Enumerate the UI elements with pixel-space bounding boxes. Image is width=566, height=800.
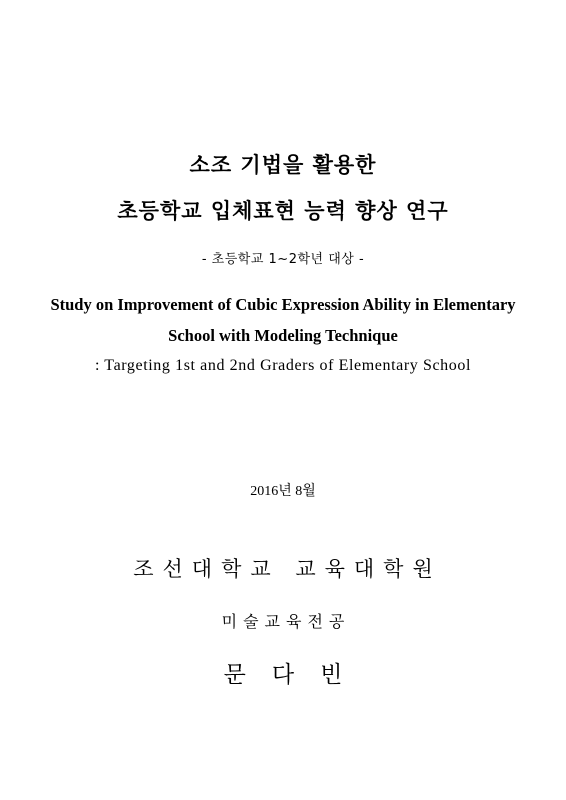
university-name: 조선대학교 교육대학원 <box>133 557 442 581</box>
korean-title-line-1: 소조 기법을 활용한 <box>189 153 377 177</box>
english-title-line-1: Study on Improvement of Cubic Expression Ability in Elementary <box>50 295 516 314</box>
english-title-line-2: School with Modeling Technique <box>168 326 398 345</box>
korean-title-line-2: 초등학교 입체표현 능력 향상 연구 <box>117 199 449 223</box>
submission-date: 2016년 8월 <box>250 484 316 499</box>
author-name: 문다빈 <box>223 662 369 688</box>
english-subtitle: : Targeting 1st and 2nd Graders of Elementary School <box>94 357 472 374</box>
department-name: 미술교육전공 <box>221 612 351 631</box>
korean-subtitle: - 초등학교 1~2학년 대상 - <box>201 252 365 267</box>
